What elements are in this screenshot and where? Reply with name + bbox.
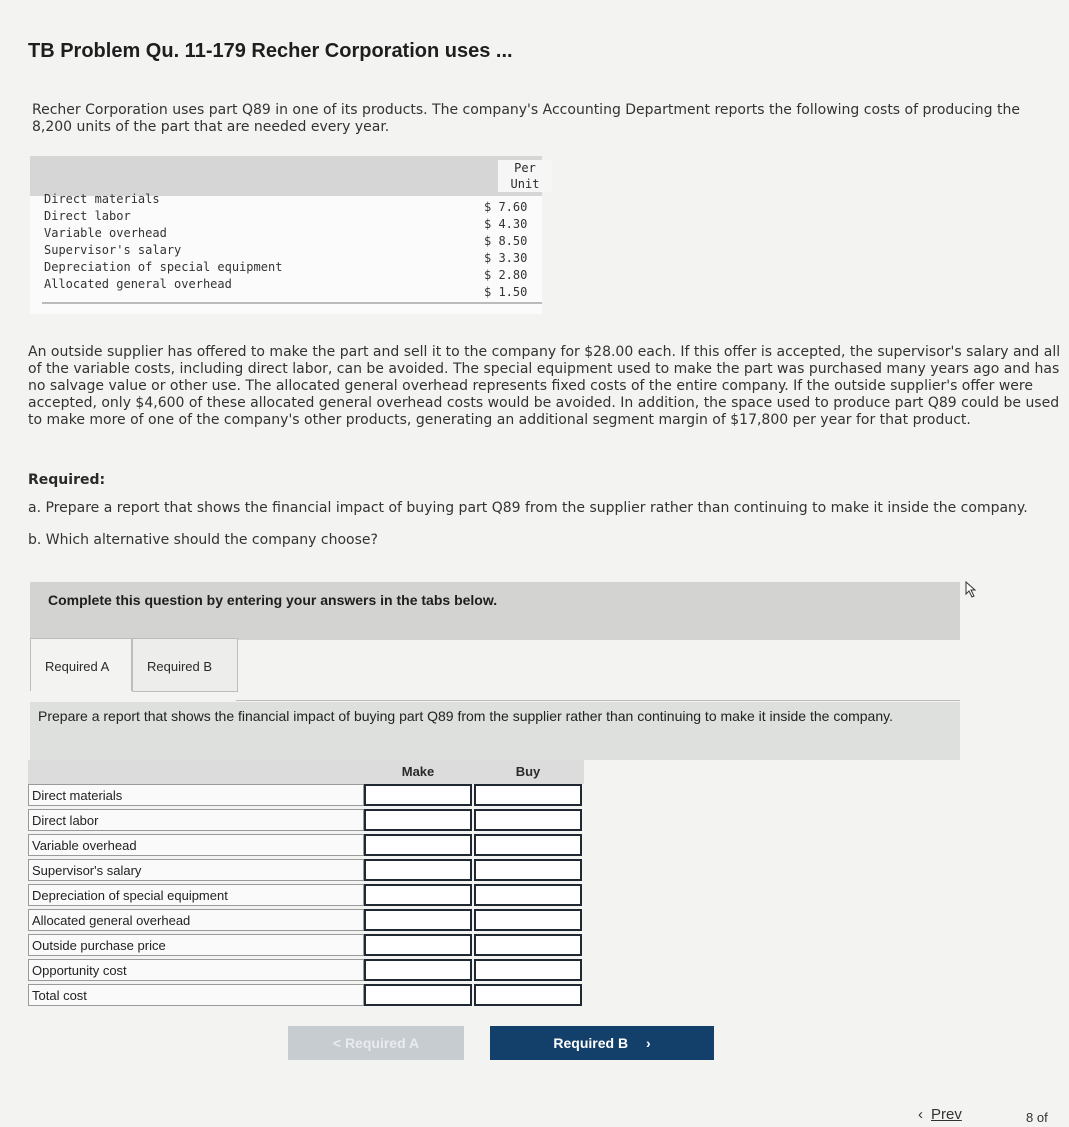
buy-input-supervisor-salary[interactable] (474, 859, 582, 881)
cost-label-allocated-overhead: Allocated general overhead (44, 277, 232, 291)
cost-label-direct-labor: Direct labor (44, 209, 131, 223)
table-row (28, 884, 584, 908)
row-label-allocated-overhead: Allocated general overhead (28, 909, 364, 931)
make-input-direct-materials[interactable] (364, 784, 472, 806)
row-label-direct-materials: Direct materials (28, 784, 364, 806)
page-title: TB Problem Qu. 11-179 Recher Corporation uses ... (28, 40, 513, 62)
make-input-opportunity-cost[interactable] (364, 959, 472, 981)
buy-input-direct-labor[interactable] (474, 809, 582, 831)
row-label-supervisor-salary: Supervisor's salary (28, 859, 364, 881)
cost-value-direct-materials: $ 7.60 (484, 200, 528, 214)
make-input-outside-purchase-price[interactable] (364, 934, 472, 956)
prompt-box (30, 702, 960, 760)
buy-input-opportunity-cost[interactable] (474, 959, 582, 981)
per-unit-header: Per Unit (498, 160, 552, 192)
make-input-total-cost[interactable] (364, 984, 472, 1006)
buy-input-variable-overhead[interactable] (474, 834, 582, 856)
required-a-button[interactable]: < Required A (288, 1026, 464, 1060)
mouse-cursor-icon (960, 580, 980, 600)
cost-label-depreciation: Depreciation of special equipment (44, 260, 283, 274)
prev-link-label: Prev (931, 1106, 962, 1123)
row-label-total-cost: Total cost (28, 984, 364, 1006)
make-input-allocated-overhead[interactable] (364, 909, 472, 931)
tab-required-a-label: Required A (45, 659, 110, 674)
tab-required-a[interactable] (30, 638, 132, 691)
buy-column-header: Buy (515, 764, 541, 779)
intro-paragraph: Recher Corporation uses part Q89 in one of its products. The company's Accounting Department reports the following costs of producing the 8,200 units of the part that are needed every year. (32, 102, 1020, 135)
page-count: 8 of (1026, 1110, 1048, 1125)
buy-input-direct-materials[interactable] (474, 784, 582, 806)
table-row (28, 984, 584, 1008)
offer-paragraph: An outside supplier has offered to make the part and sell it to the company for $28.00 each. If this offer is accepted, the supervisor's salary and all of the variable costs, including direct labor, can be avoided. The special equipment used to make the part was purchased many years ago and has no salvage value or other use. The allocated general overhead represents fixed costs of the entire company. If the outside supplier's offer were accepted, only $4,600 of these allocated general overhead costs would be avoided. In addition, the space used to produce part Q89 could be used to make more of one of the company's other products, generating an additional segment margin of $17,800 per year for that product. (28, 344, 1061, 428)
buy-input-total-cost[interactable] (474, 984, 582, 1006)
cost-label-direct-materials: Direct materials (44, 192, 160, 206)
make-input-direct-labor[interactable] (364, 809, 472, 831)
cost-label-supervisor-salary: Supervisor's salary (44, 243, 182, 257)
row-label-opportunity-cost: Opportunity cost (28, 959, 364, 981)
row-label-depreciation: Depreciation of special equipment (28, 884, 364, 906)
cost-table-rule (42, 302, 542, 304)
cost-value-direct-labor: $ 4.30 (484, 217, 528, 231)
tab-divider (236, 700, 960, 701)
cost-table-header (30, 156, 542, 196)
instruction-banner (30, 582, 960, 640)
answer-table-header (28, 760, 584, 784)
table-row (28, 809, 584, 833)
table-row (28, 934, 584, 958)
make-input-depreciation[interactable] (364, 884, 472, 906)
cost-label-variable-overhead: Variable overhead (44, 226, 167, 240)
make-input-supervisor-salary[interactable] (364, 859, 472, 881)
table-row (28, 959, 584, 983)
required-b-button[interactable] (490, 1026, 714, 1060)
prompt-text: Prepare a report that shows the financial impact of buying part Q89 from the supplier rather than continuing to make it inside the company. (38, 708, 893, 724)
cost-value-depreciation: $ 2.80 (484, 268, 528, 282)
buy-input-allocated-overhead[interactable] (474, 909, 582, 931)
cost-table (30, 156, 542, 314)
row-label-variable-overhead: Variable overhead (28, 834, 364, 856)
chevron-left-icon: ‹ (918, 1106, 923, 1123)
table-row (28, 909, 584, 933)
make-input-variable-overhead[interactable] (364, 834, 472, 856)
table-row (28, 784, 584, 808)
make-column-header: Make (401, 764, 435, 779)
row-label-outside-purchase-price: Outside purchase price (28, 934, 364, 956)
table-row (28, 834, 584, 858)
required-a-text: a. Prepare a report that shows the financial impact of buying part Q89 from the supplier rather than continuing to make it inside the company. (28, 500, 1028, 516)
answer-table (28, 760, 584, 1014)
instruction-banner-text: Complete this question by entering your answers in the tabs below. (48, 592, 498, 608)
required-heading: Required: (28, 472, 106, 488)
chevron-right-icon: › (645, 1035, 651, 1051)
required-b-button-label: Required B (553, 1035, 629, 1051)
row-label-direct-labor: Direct labor (28, 809, 364, 831)
tab-required-b-label: Required B (147, 659, 213, 674)
cost-value-supervisor-salary: $ 3.30 (484, 251, 528, 265)
table-row (28, 859, 584, 883)
required-b-text: b. Which alternative should the company choose? (28, 532, 378, 548)
tab-required-b[interactable] (132, 638, 238, 692)
cost-value-allocated-overhead: $ 1.50 (484, 285, 528, 299)
prev-link[interactable] (918, 1106, 962, 1123)
cost-value-variable-overhead: $ 8.50 (484, 234, 528, 248)
buy-input-depreciation[interactable] (474, 884, 582, 906)
buy-input-outside-purchase-price[interactable] (474, 934, 582, 956)
